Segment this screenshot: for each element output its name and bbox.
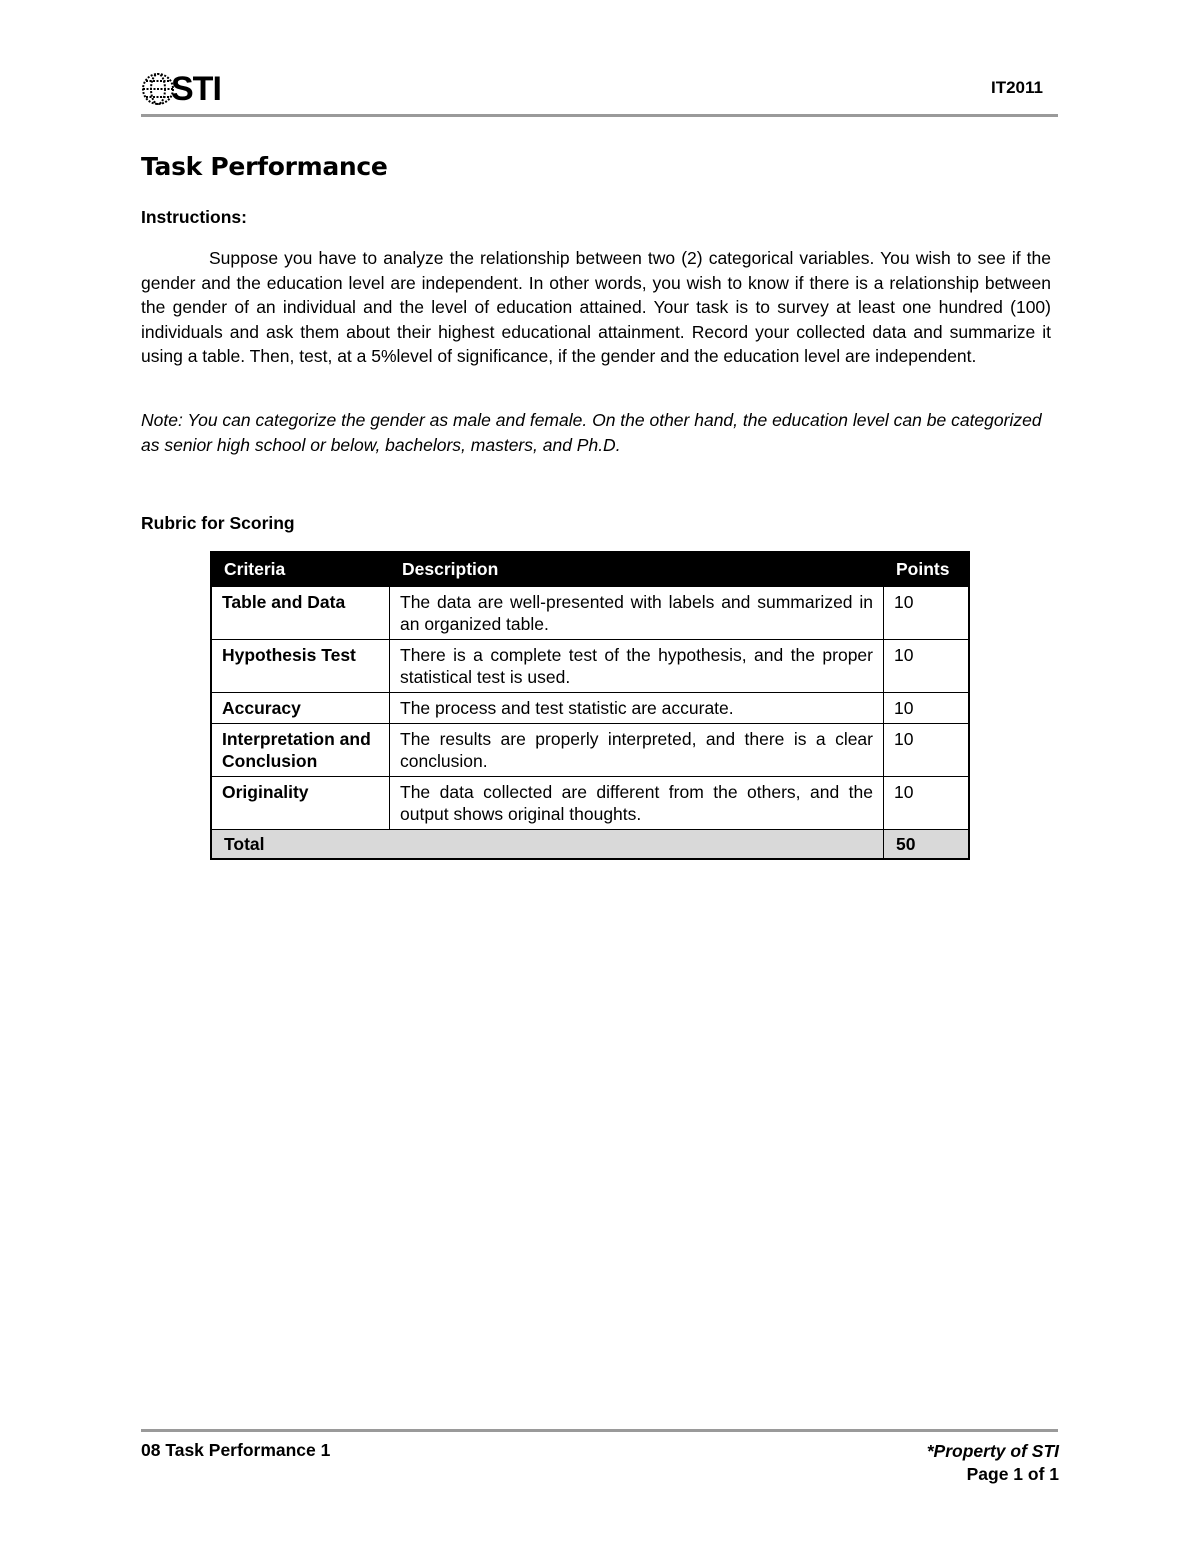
footer-right bbox=[927, 1440, 1059, 1486]
instructions-text: Suppose you have to analyze the relationship between two (2) categorical variables. You wish to see if the gender and the education level are independent. In other words, you wish to know if there is a relationship between the gender of an individual and the level of education attained. Your task is to survey at least one hundred (100) individuals and ask them about their highest educational attainment. Record your collected data and summarize it using a table. Then, test, at a 5%level of significance, if the gender and the education level are independent. bbox=[141, 248, 1051, 366]
instructions-paragraph bbox=[141, 246, 1051, 369]
criteria-cell: Table and Data bbox=[211, 587, 390, 640]
rubric-label: Rubric for Scoring bbox=[141, 513, 295, 533]
points-cell: 10 bbox=[884, 587, 970, 640]
footer-divider bbox=[141, 1429, 1058, 1432]
table-row bbox=[211, 587, 969, 640]
sti-logo bbox=[141, 70, 221, 108]
table-row bbox=[211, 777, 969, 830]
header-criteria: Criteria bbox=[211, 552, 390, 587]
total-label: Total bbox=[211, 830, 884, 860]
points-cell: 10 bbox=[884, 640, 970, 693]
rubric-table bbox=[210, 551, 970, 860]
description-cell: The results are properly interpreted, and there is a clear conclusion. bbox=[390, 724, 884, 777]
footer-document-title: 08 Task Performance 1 bbox=[141, 1440, 331, 1460]
globe-icon bbox=[141, 72, 175, 106]
criteria-cell: Hypothesis Test bbox=[211, 640, 390, 693]
description-cell: There is a complete test of the hypothesis, and the proper statistical test is used. bbox=[390, 640, 884, 693]
header-description: Description bbox=[390, 552, 884, 587]
description-cell: The process and test statistic are accurate. bbox=[390, 693, 884, 724]
table-row bbox=[211, 640, 969, 693]
instructions-label: Instructions: bbox=[141, 207, 247, 227]
criteria-cell: Accuracy bbox=[211, 693, 390, 724]
note-text: Note: You can categorize the gender as male and female. On the other hand, the education level can be categorized as senior high school or below, bachelors, masters, and Ph.D. bbox=[141, 410, 1042, 455]
page-title: Task Performance bbox=[141, 152, 388, 181]
footer-property: *Property of STI bbox=[926, 1441, 1059, 1461]
logo-text: STI bbox=[171, 70, 221, 108]
table-row bbox=[211, 693, 969, 724]
header-divider bbox=[141, 114, 1058, 117]
criteria-cell: Interpretation and Conclusion bbox=[211, 724, 390, 777]
points-cell: 10 bbox=[884, 693, 970, 724]
rubric-header-row bbox=[211, 552, 969, 587]
table-row bbox=[211, 724, 969, 777]
description-cell: The data collected are different from the others, and the output shows original thoughts. bbox=[390, 777, 884, 830]
criteria-cell: Originality bbox=[211, 777, 390, 830]
points-cell: 10 bbox=[884, 777, 970, 830]
course-code: IT2011 bbox=[991, 78, 1043, 97]
total-row bbox=[211, 830, 969, 860]
description-cell: The data are well-presented with labels and summarized in an organized table. bbox=[390, 587, 884, 640]
total-points: 50 bbox=[884, 830, 970, 860]
header-points: Points bbox=[884, 552, 970, 587]
footer-page-number: Page 1 of 1 bbox=[966, 1464, 1059, 1484]
points-cell: 10 bbox=[884, 724, 970, 777]
